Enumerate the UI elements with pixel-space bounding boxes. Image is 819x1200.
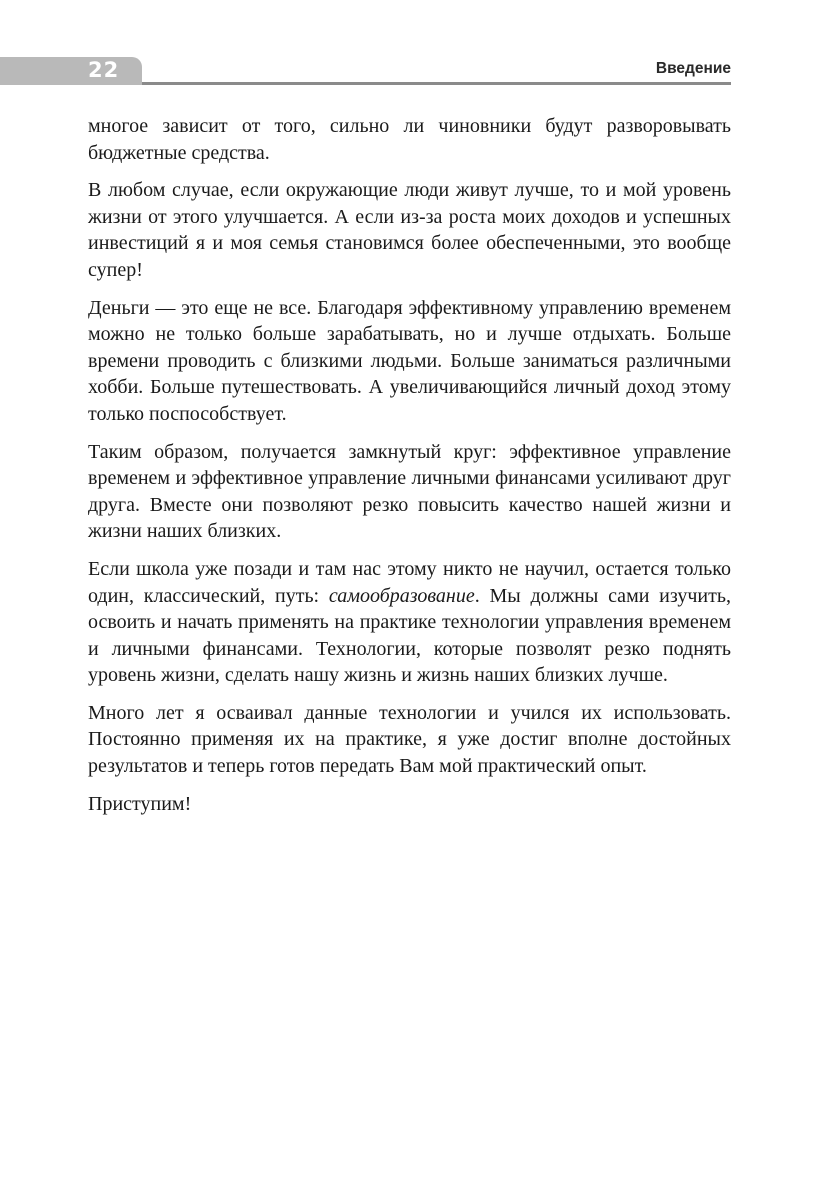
running-head: Введение bbox=[655, 60, 731, 77]
header-rule bbox=[142, 82, 731, 85]
paragraph-4: Таким образом, получается замкнутый круг: эффективное управление временем и эффективное управление личными финансами усиливают друг друга. Вместе они позволяют резко повысить качество нашей жизни и жизни наших близких. bbox=[88, 440, 731, 543]
page-number: 22 bbox=[88, 58, 120, 82]
paragraph-7: Приступим! bbox=[88, 792, 192, 815]
paragraph-2: В любом случае, если окружающие люди живут лучше, то и мой уровень жизни от этого улучшается. А если из-за роста моих доходов и успешных инвестиций я и моя семья становимся более обеспеченными, это вообще супер! bbox=[88, 179, 731, 281]
paragraph-5-end: . Мы должны сами изучить, освоить и начать применять на практике технологии управления временем и личными финансами. Технологии, которые позволят резко поднять уровень жизни, сделать нашу жизнь и жизнь наших близких лучше. bbox=[88, 584, 731, 687]
body-text bbox=[88, 113, 731, 828]
page-number-tab bbox=[0, 57, 142, 85]
paragraph-1: многое зависит от того, сильно ли чиновники будут разворовывать бюджетные средства. bbox=[88, 115, 731, 164]
emphasis-self-education: самообразование bbox=[328, 584, 475, 607]
paragraph-3: Деньги — это еще не все. Благодаря эффективному управлению временем можно не только больше зарабатывать, но и лучше отдыхать. Больше времени проводить с близкими людьми. Больше заниматься различными хобби. Больше путешествовать. А увеличивающийся личный доход этому только поспособствует. bbox=[88, 296, 731, 425]
paragraph-5-start: Если школа уже позади и там нас этому никто не научил, остается только один, классический, путь: bbox=[88, 557, 731, 607]
paragraph-6: Много лет я осваивал данные технологии и учился их использовать. Постоянно применяя их на практике, я уже достиг вполне достойных результатов и теперь готов передать Вам мой практический опыт. bbox=[88, 701, 731, 778]
paragraph-5 bbox=[88, 556, 731, 689]
page-header bbox=[0, 55, 731, 85]
